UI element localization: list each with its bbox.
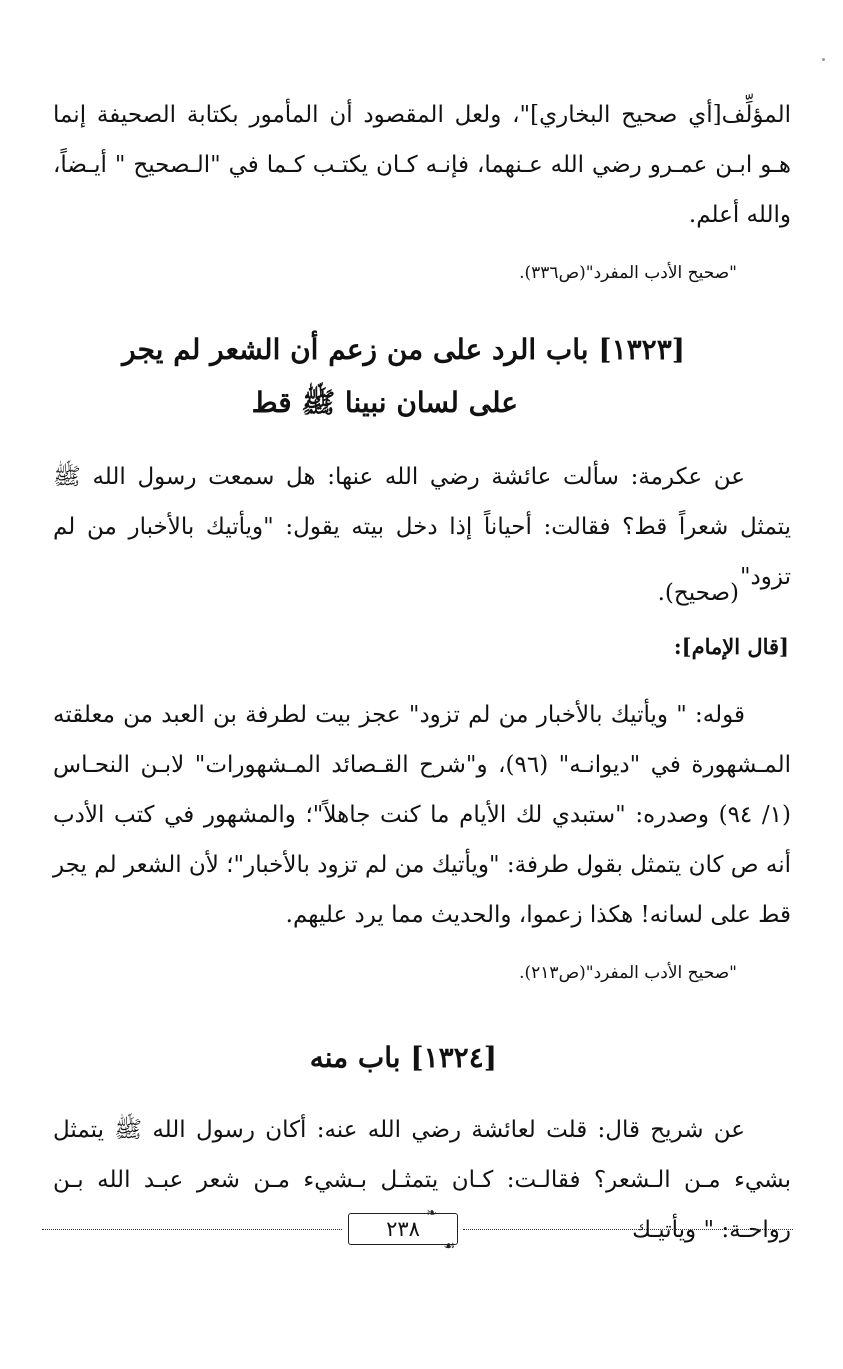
reference-2-text: "صحيح الأدب المفرد"(ص٢١٣). xyxy=(519,963,737,983)
scan-speck xyxy=(822,58,825,61)
hadith-ikrima-line-1: عن عكرمة: سألت عائشة رضي الله عنها: هل سمعت رسول الله ﷺ يتمثل xyxy=(53,464,791,540)
page-number: ٢٣٨ xyxy=(386,1217,420,1241)
intro-paragraph-text: المؤلِّف[أي صحيح البخاري]"، ولعل المقصود أن المأمور بكتابة الصحيفة إنما هـو ابـن عمـرو رضي الله عـنهما، فإنـه كـان يكتـب كـما في "الـصحيح " أيـضاً، والله أعلم. xyxy=(53,102,791,228)
chapter-1324-heading: [١٣٢٤] باب منه xyxy=(309,1041,497,1074)
reference-1-text: "صحيح الأدب المفرد"(ص٣٣٦). xyxy=(519,263,737,283)
footer-divider-left xyxy=(42,1229,342,1230)
reference-2 xyxy=(177,960,737,986)
hadith-shurayh-text: عن شريح قال: قلت لعائشة رضي الله عنه: أكان رسول الله ﷺ يتمثل بشيء مـن الـشعر؟ فقالـت: كـان يتمثـل بـشيء مـن شعر عبـد الله بـن رواحـة: " ويأتيـك xyxy=(53,1117,791,1243)
grading-label: (صحيح). xyxy=(657,580,739,606)
imam-label: [قال الإمام]: xyxy=(673,634,789,659)
ornament-icon: ☙ xyxy=(443,1239,455,1254)
page-number-frame xyxy=(348,1206,458,1254)
chapter-1323-heading-line-2: على لسان نبينا ﷺ قط xyxy=(251,386,518,419)
hadith-ikrima-line-2: شعراً قط؟ فقالت: أحياناً إذا دخل بيته يقول: "ويأتيك بالأخبار من لم تزود" xyxy=(53,514,791,590)
commentary-paragraph xyxy=(53,690,791,940)
footer-divider-right xyxy=(463,1229,793,1230)
commentary-paragraph-text: قوله: " ويأتيك بالأخبار من لم تزود" عجز بيت لطرفة بن العبد من معلقته المـشهورة في "ديوانـه" (٩٦)، و"شرح القـصائد المـشهورات" لابـن النحـاس (١/ ٩٤) وصدره: "ستبدي لك الأيام ما كنت جاهلاً"؛ والمشهور في كتب الأدب أنه ص كان يتمثل بقول طرفة: "ويأتيك من لم تزود بالأخبار"؛ لأن الشعر لم يجر قط على لسانه! هكذا زعموا، والحديث مما يرد عليهم. xyxy=(53,702,792,928)
reference-1 xyxy=(177,260,737,286)
ornament-icon: ❧ xyxy=(426,1206,437,1221)
intro-paragraph xyxy=(53,90,791,240)
chapter-1323-heading-line-1: [١٣٢٣] باب الرد على من زعم أن الشعر لم يجر xyxy=(122,333,685,366)
